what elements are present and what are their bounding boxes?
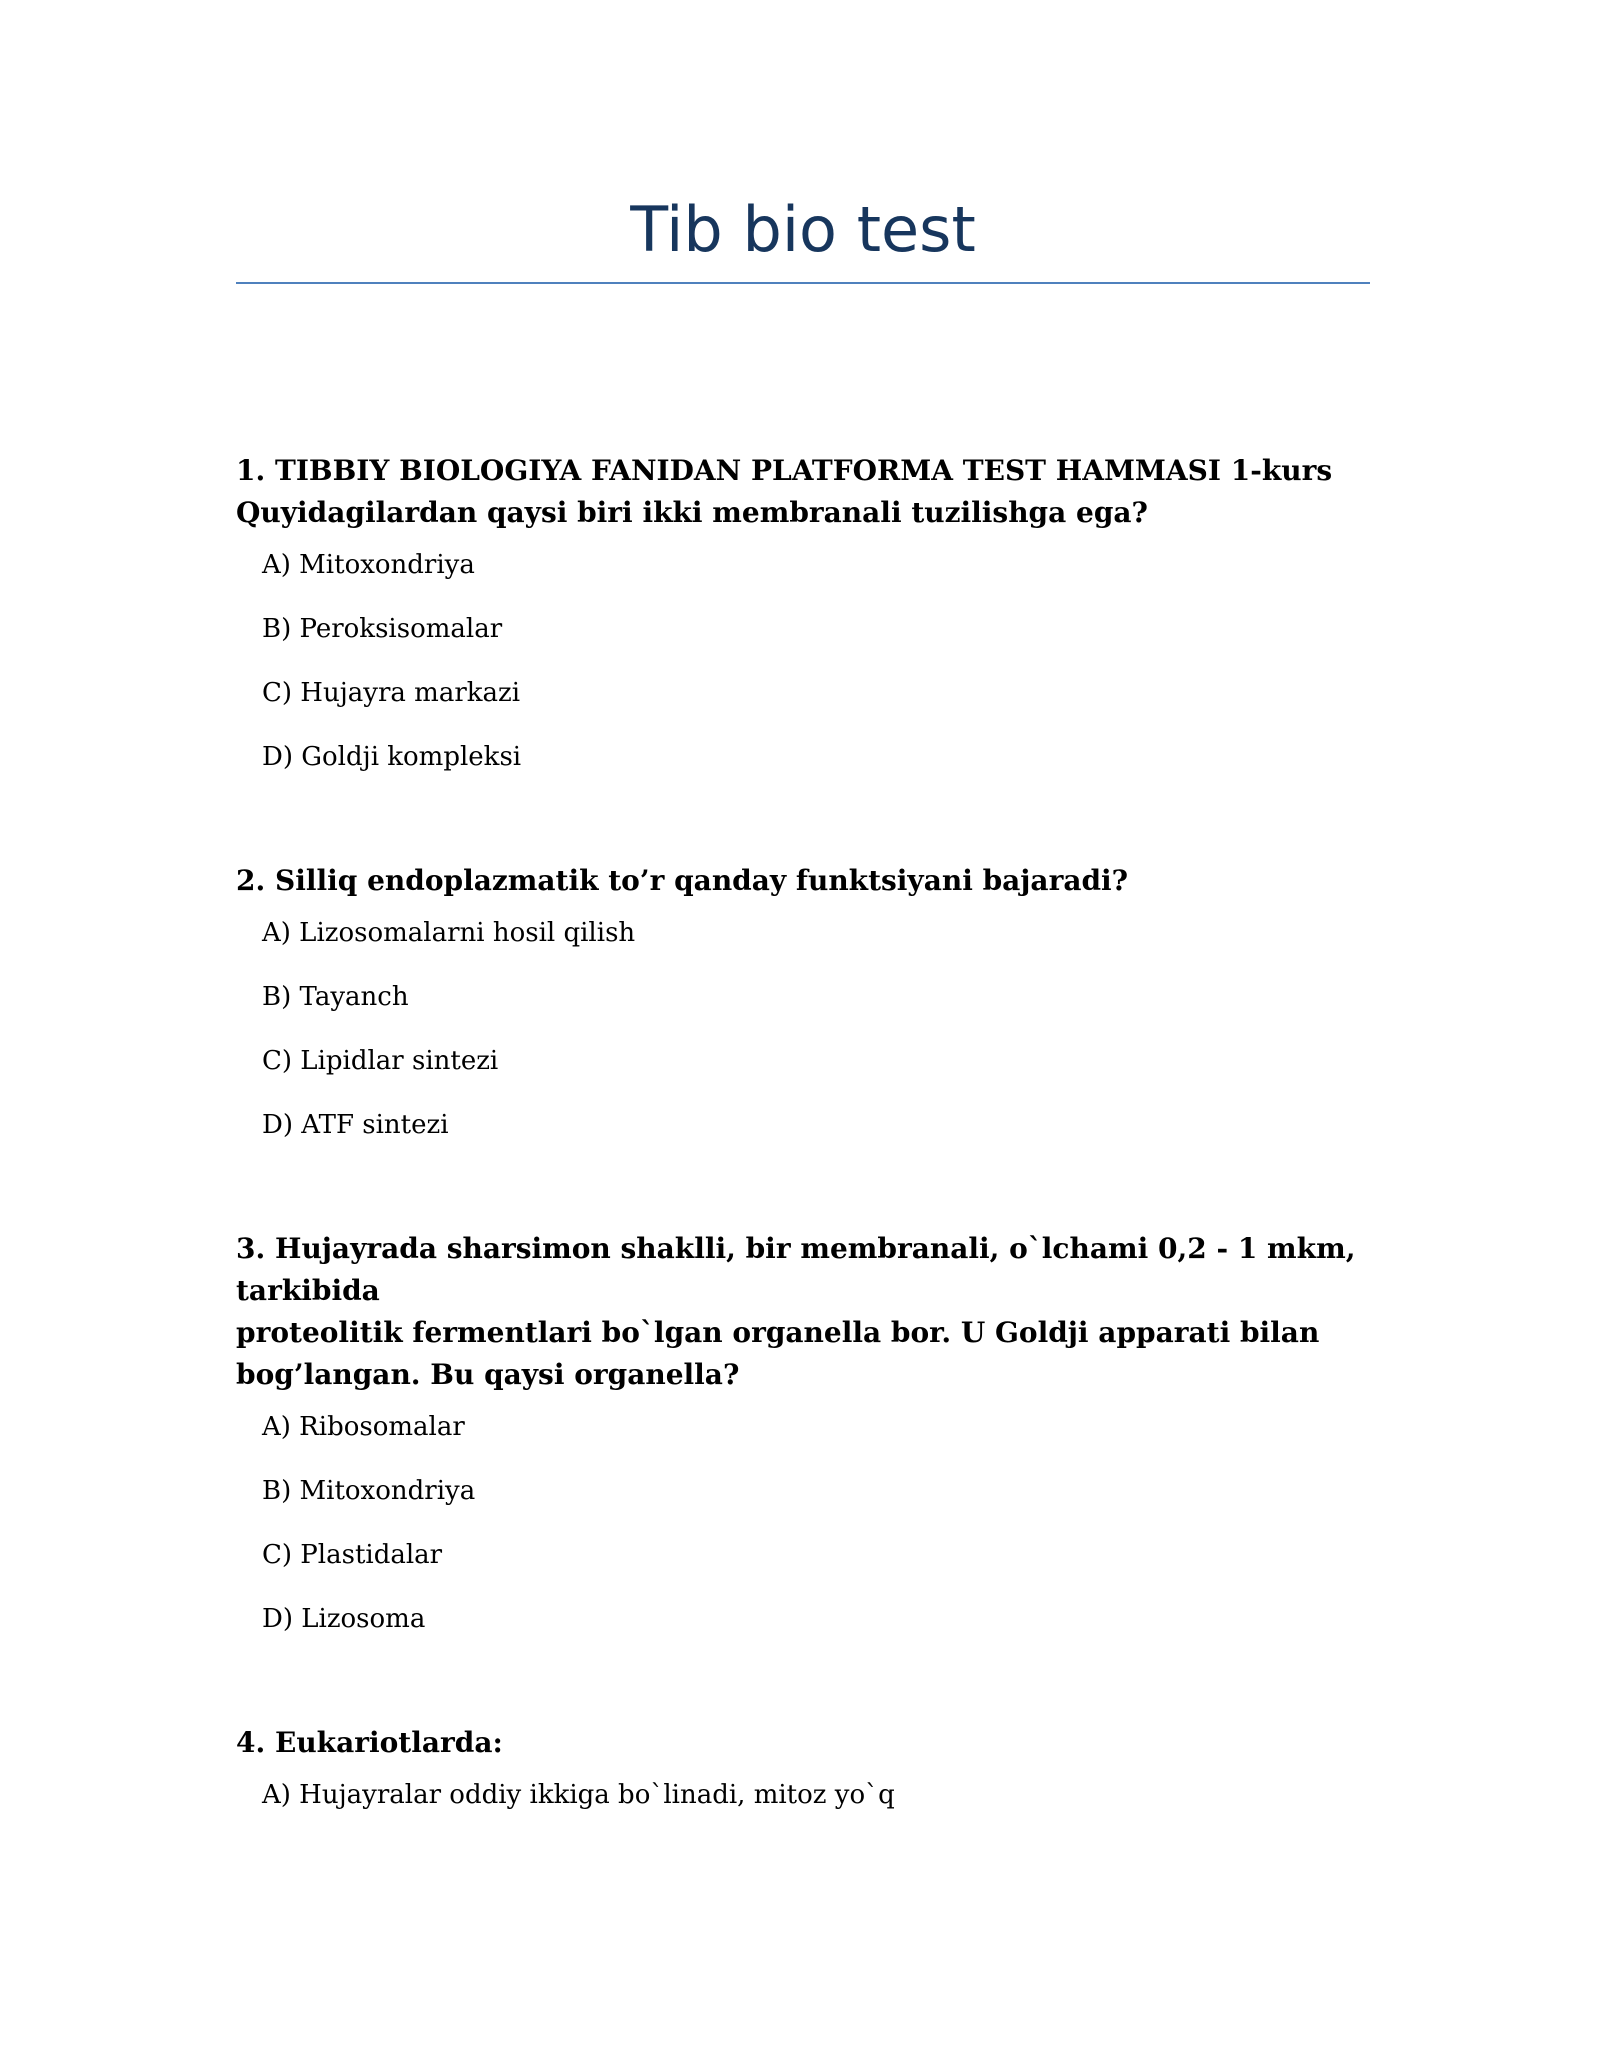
question-text [236, 1228, 1370, 1396]
question-number: 2. [236, 864, 266, 897]
question-spacer [236, 1172, 1370, 1228]
answer-option-a: A) Hujayralar oddiy ikkiga bo`linadi, mitoz yo`q [262, 1780, 895, 1810]
answer-option-c: C) Hujayra markazi [262, 678, 521, 708]
question-1 [236, 450, 1370, 774]
question-line: TIBBIY BIOLOGIYA FANIDAN PLATFORMA TEST HAMMASI 1-kurs [274, 454, 1333, 487]
document-title: Tib bio test [630, 193, 976, 266]
question-spacer [236, 1666, 1370, 1722]
question-line: Silliq endoplazmatik to’r qanday funktsiyani bajaradi? [274, 864, 1129, 897]
answer-option-c: C) Plastidalar [262, 1540, 443, 1570]
title-underline-rule [236, 282, 1370, 284]
question-3 [236, 1228, 1370, 1636]
answer-option-b: B) Peroksisomalar [262, 614, 503, 644]
answer-option-b: B) Mitoxondriya [262, 1476, 476, 1506]
question-line: Eukariotlarda: [274, 1726, 503, 1759]
answer-options [236, 1410, 1370, 1636]
question-2 [236, 860, 1370, 1142]
answer-options [236, 548, 1370, 774]
question-number: 1. [236, 454, 266, 487]
answer-option-d: D) Goldji kompleksi [262, 742, 522, 772]
question-number: 4. [236, 1726, 266, 1759]
answer-option-d: D) Lizosoma [262, 1604, 426, 1634]
questions-list [236, 450, 1370, 1842]
answer-option-c: C) Lipidlar sintezi [262, 1046, 499, 1076]
answer-options [236, 1778, 1370, 1812]
question-text [236, 1722, 1370, 1764]
question-4 [236, 1722, 1370, 1812]
question-line: proteolitik fermentlari bo`lgan organella bor. U Goldji apparati bilan [236, 1316, 1320, 1349]
question-text [236, 450, 1370, 534]
question-line: Quyidagilardan qaysi biri ikki membranali tuzilishga ega? [236, 496, 1148, 529]
answer-option-a: A) Lizosomalarni hosil qilish [262, 918, 636, 948]
question-text [236, 860, 1370, 902]
question-number: 3. [236, 1232, 266, 1265]
answer-option-a: A) Mitoxondriya [262, 550, 475, 580]
question-line: bog’langan. Bu qaysi organella? [236, 1358, 740, 1391]
answer-option-b: B) Tayanch [262, 982, 409, 1012]
answer-options [236, 916, 1370, 1142]
answer-option-a: A) Ribosomalar [262, 1412, 465, 1442]
answer-option-d: D) ATF sintezi [262, 1110, 449, 1140]
question-spacer [236, 804, 1370, 860]
question-line: Hujayrada sharsimon shaklli, bir membranali, o`lchami 0,2 - 1 mkm, tarkibida [236, 1232, 1356, 1307]
